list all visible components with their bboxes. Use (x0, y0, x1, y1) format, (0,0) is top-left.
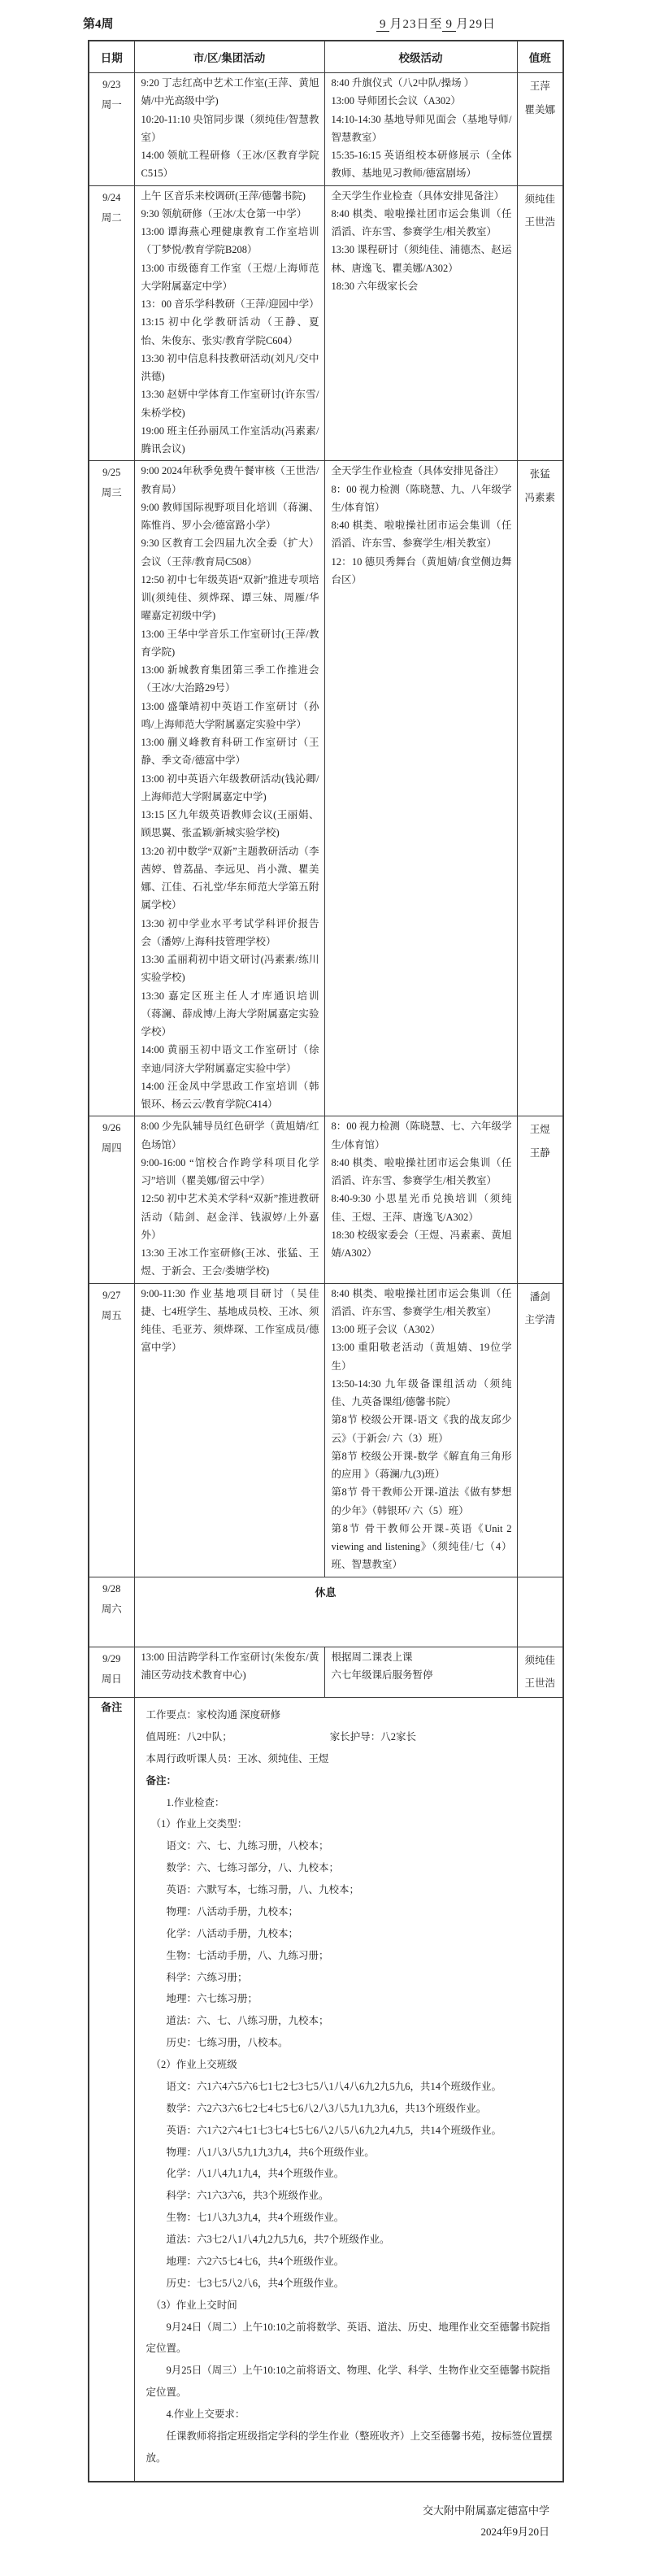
activity-line: 9:30 区教育工会四届九次全委（扩大）会议（王萍/教育局C508） (141, 537, 319, 568)
activity-line: 12:50 初中艺术美术学科“双新”推进教研活动（陆剑、赵金洋、钱淑婷/上外嘉外） (141, 1193, 319, 1241)
weekday-label: 周六 (101, 1603, 122, 1615)
date-cell (89, 1577, 134, 1647)
activity-line: 8:40 棋类、啦啦操社团市运会集训（任滔滔、许东雪、参赛学生/相关教室） (331, 1156, 512, 1186)
duty-name: 王静 (529, 1147, 550, 1159)
activity-line: 9:30 领航研修（王冰/太仓第一中学） (141, 207, 307, 220)
activity-line: 8:40 棋类、啦啦操社团市运会集训（任滔滔、许东雪、参赛学生/相关教室） (331, 1287, 512, 1317)
note-line: 科学：六1六3六6，共3个班级作业。 (166, 2190, 329, 2202)
note-line: 9月24日（周二）上午10:10之前将数学、英语、道法、历史、地理作业交至德馨书院指定位置。 (145, 2321, 550, 2355)
district-activities-cell (134, 1116, 324, 1283)
note-line: 化学：八1八4九1九4，共4个班级作业。 (166, 2168, 345, 2180)
notes-row (89, 1698, 563, 2482)
note-line: 道法：六、七、八练习册，九校本； (166, 2015, 329, 2027)
note-line: 地理：六2六5七4七6，共4个班级作业。 (166, 2255, 345, 2267)
activity-line: 13:00 盛肇靖初中英语工作室研讨（孙鸣/上海师范大学附属嘉定实验中学） (141, 700, 319, 730)
column-header-duty: 值班 (517, 41, 563, 73)
note-line: 本周行政听课人员：王冰、须纯佳、王煜 (145, 1752, 329, 1764)
activity-line: 上午 区音乐来校调研(王萍/德馨书院) (141, 189, 306, 202)
note-line: 道法：六3七2八1八4九2九5九6，共7个班级作业。 (166, 2234, 390, 2245)
activity-line: 18:30 六年级家长会 (331, 280, 419, 292)
column-header-date: 日期 (89, 41, 134, 73)
duty-cell (517, 73, 563, 186)
date-cell (89, 1647, 134, 1698)
duty-name: 瞿美娜 (524, 103, 555, 115)
activity-line: 第8节 骨干教师公开课-英语《Unit 2 viewing and listening》（须纯佳/七（4）班、智慧教室） (331, 1522, 512, 1571)
note-line: 数学：六2六3六6七2七4七5七6八2八3八5九1九3九6，共13个班级作业。 (166, 2102, 487, 2114)
note-line (146, 1726, 554, 1748)
date-range-month-1: 9 (376, 18, 390, 32)
activity-line: 19:00 班主任孙丽凤工作室活动(冯素素/腾讯会议) (141, 424, 319, 455)
table-row (89, 185, 563, 461)
notes-cell (134, 1698, 563, 2482)
duty-name: 冯素素 (524, 492, 555, 503)
duty-cell (517, 185, 563, 461)
weekday-label: 周三 (101, 487, 122, 499)
note-line: 科学：六练习册； (166, 1971, 248, 1983)
weekday-label: 周四 (101, 1142, 122, 1155)
duty-cell (517, 1647, 563, 1698)
note-line: 化学：八活动手册，九校本； (166, 1927, 299, 1939)
note-line: （1）作业上交类型： (150, 1818, 248, 1830)
duty-cell (517, 1116, 563, 1283)
note-line: 数学：六、七练习部分，八、九校本； (166, 1862, 340, 1874)
table-row (89, 1116, 563, 1283)
activity-line: 13:00 谭海燕心理健康教育工作室培训（丁梦悦/教育学院B208） (141, 226, 319, 256)
district-activities-cell (134, 1647, 324, 1698)
school-activities-cell (324, 185, 517, 461)
activity-line: 9:00-16:00 “馆校合作跨学科项目化学习”培训（瞿美娜/留云中学） (141, 1156, 319, 1186)
note-line: 备注： (145, 1774, 177, 1786)
district-activities-cell (134, 73, 324, 186)
note-line: 物理：八1八3八5九1九3九4，共6个班级作业。 (166, 2146, 375, 2158)
activity-line: 9:00-11:30 作业基地项目研讨（吴佳捷、七4班学生、基地成员校、王冰、须纯佳、毛亚芳、须烨琛、工作室成员/德富中学） (141, 1287, 319, 1354)
date-label: 9/23 (102, 79, 121, 90)
duty-name: 王世浩 (524, 216, 555, 228)
activity-line: 13:00 市级德育工作室（王煜/上海师范大学附属嘉定中学） (141, 262, 319, 292)
activity-line: 9:00 教师国际视野项目化培训（蒋澜、陈惟肖、罗小会/德富路小学） (141, 501, 319, 531)
activity-line: 9:00 2024年秋季免费午餐审核（王世浩/教育局） (141, 465, 319, 495)
date-label: 9/26 (102, 1122, 121, 1134)
school-activities-cell (324, 1116, 517, 1283)
activity-line: 13:00 蒯义峰教育科研工作室研讨（王静、季文奇/德富中学） (141, 737, 319, 767)
activity-line: 六七年级课后服务暂停 (331, 1669, 433, 1681)
column-header-school-activities: 校级活动 (324, 41, 517, 73)
header-row (89, 41, 563, 73)
activity-line: 13:20 初中数学“双新”主题教研活动（李茜婷、曾荔晶、李远见、肖小溦、瞿美娜、江佳、石礼堂/华东师范大学第五附属学校） (141, 845, 319, 912)
activity-line: 14:00 汪金凤中学思政工作室培训（韩银环、杨云云/教育学院C414） (141, 1080, 319, 1110)
note-line: 语文：六、七、九练习册，八校本； (166, 1840, 329, 1852)
school-activities-cell (324, 1283, 517, 1577)
activity-line: 8:00 少先队辅导员红色研学（黄旭婧/红色场馆） (141, 1120, 319, 1151)
activity-line: 10:20-11:10 央馆同步课（须纯佳/智慧教室） (141, 113, 319, 143)
date-label: 9/27 (102, 1289, 121, 1301)
activity-line: 15:35-16:15 英语组校本研修展示（全体教师、基地见习教师/德富剧场） (331, 150, 512, 180)
duty-name: 王萍 (529, 80, 550, 92)
activity-line: 全天学生作业检查（具体安排见备注） (331, 189, 505, 202)
note-line: 历史：七3七5八2八6，共4个班级作业。 (166, 2277, 345, 2289)
date-cell (89, 185, 134, 461)
duty-name: 潘剑 (529, 1290, 550, 1303)
rest-cell: 休息 (134, 1577, 517, 1647)
activity-line: 8:40 升旗仪式（八2中队/操场 ） (331, 77, 475, 89)
document-footer (88, 2500, 562, 2543)
district-activities-cell (134, 1283, 324, 1577)
activity-line: 14:00 黄丽玉初中语文工作室研讨（徐幸迪/同济大学附属嘉定实验中学） (141, 1044, 319, 1074)
activity-line: 全天学生作业检查（具体安排见备注） (331, 465, 505, 477)
activity-line: 第8节 校级公开课-数学《解直角三角形的应用 》（蒋澜/九(3)班） (331, 1450, 512, 1480)
activity-line: 13:15 区九年级英语教师会议(王丽娟、顾思翼、张孟颖/新城实验学校) (141, 809, 319, 839)
table-row (89, 1647, 563, 1698)
column-header-district-activities: 市/区/集团活动 (134, 41, 324, 73)
footer-school-name: 交大附中附属嘉定德富中学 (422, 2504, 549, 2517)
activity-line: 13:30 赵妍中学体育工作室研讨(许东雪/朱桥学校) (141, 389, 319, 419)
note-text: 值周班：八2中队； (145, 1730, 232, 1743)
district-activities-cell (134, 461, 324, 1116)
school-activities-cell (324, 73, 517, 186)
activity-line: 8：00 视力检测（陈晓慧、九、八年级学生/体育馆） (331, 483, 512, 513)
duty-cell (517, 1577, 563, 1647)
activity-line: 9:20 丁志红高中艺术工作室(王萍、黄旭婧/中光高级中学) (141, 77, 319, 107)
note-line: 英语：六1六2六4七1七3七4七5七6八2八5八6九2九4九5，共14个班级作业。 (166, 2124, 502, 2136)
district-activities-cell (134, 185, 324, 461)
activity-line: 14:00 领航工程研修（王冰/区教育学院C515） (141, 150, 319, 180)
date-label: 9/29 (102, 1652, 121, 1664)
document-header (0, 11, 647, 40)
date-label: 9/25 (102, 467, 121, 479)
activity-line: 8：00 视力检测（陈晓慧、七、六年级学生/体育馆） (331, 1120, 512, 1151)
notes-label: 备注 (89, 1698, 134, 2482)
activity-line: 13:00 田洁跨学科工作室研讨(朱俊东/黄浦区劳动技术教育中心) (141, 1651, 319, 1681)
duty-name: 主学清 (524, 1314, 555, 1326)
activity-line: 14:10-14:30 基地导师见面会（基地导师/智慧教室） (331, 113, 512, 143)
activity-line: 13:00 初中英语六年级教研活动(钱沁卿/上海师范大学附属嘉定中学) (141, 772, 319, 803)
activity-line: 第8节 校级公开课-语文《我的战友邱少云》（于新会/ 六（3）班） (331, 1414, 512, 1444)
duty-name: 王煜 (529, 1124, 550, 1136)
activity-line: 12：10 德贝秀舞台（黄旭婧/食堂侧边舞台区） (331, 555, 512, 585)
activity-line: 13:30 王冰工作室研修(王冰、张猛、王煜、于新会、王会/娄塘学校) (141, 1247, 319, 1277)
activity-line: 13:30 课程研讨（须纯佳、浦德杰、赵运林、唐逸飞、瞿美娜/A302） (331, 244, 512, 274)
week-label: 第4周 (83, 18, 114, 31)
note-line: 历史：七练习册，八校本。 (166, 2037, 289, 2049)
school-activities-cell (324, 1647, 517, 1698)
note-line: 英语：六默写本，七练习册，八、九校本； (166, 1884, 360, 1895)
date-cell (89, 1116, 134, 1283)
note-line: 4.作业上交要求： (166, 2408, 245, 2420)
note-line: 生物：七活动手册，八、九练习册； (166, 1949, 329, 1961)
activity-line: 13:30 初中学业水平考试学科评价报告会（潘婷/上海科技管理学校） (141, 917, 319, 947)
weekday-label: 周五 (101, 1309, 122, 1321)
note-text: 家长护导：八2家长 (329, 1730, 417, 1743)
activity-line: 13:00 班子会议（A302） (331, 1324, 441, 1335)
date-label: 9/24 (102, 191, 121, 203)
date-range-month-2: 9 (442, 18, 456, 32)
activity-line: 根据周二课表上课 (331, 1651, 413, 1663)
activity-line: 13:30 孟丽莉初中语文研讨(冯素素/练川实验学校) (141, 954, 319, 984)
date-range-mid-2: 月29日 (455, 18, 496, 31)
activity-line: 8:40-9:30 小思星光币兑换培训（须纯佳、王煜、王萍、唐逸飞/A302） (331, 1193, 512, 1223)
activity-line: 13:00 导师团长会议（A302） (331, 95, 461, 107)
note-line: （2）作业上交班级 (150, 2059, 237, 2070)
table-row (89, 73, 563, 186)
table-row (89, 1283, 563, 1577)
note-line: 生物：七1八3九3九4，共4个班级作业。 (166, 2212, 345, 2224)
activity-line: 13:00 新城教育集团第三季工作推进会（王冰/大治路29号） (141, 664, 319, 694)
note-line: （3）作业上交时间 (150, 2299, 237, 2311)
date-range-mid-1: 月23日至 (389, 18, 443, 31)
table-row (89, 461, 563, 1116)
table-row (89, 1577, 563, 1647)
school-activities-cell (324, 461, 517, 1116)
activity-line: 13:50-14:30 九年级备课组活动（须纯佳、九英备课组/德馨书院） (331, 1377, 512, 1408)
activity-line: 13:00 重阳敬老活动（黄旭婧、19位学生） (331, 1342, 512, 1372)
date-cell (89, 461, 134, 1116)
duty-name: 须纯佳 (524, 1654, 555, 1666)
duty-cell (517, 461, 563, 1116)
activity-line: 13:15 初中化学教研活动（王静、夏怡、朱俊东、张实/教育学院C604） (141, 316, 319, 346)
activity-line: 13:00 王华中学音乐工作室研讨(王萍/教育学院) (141, 628, 319, 658)
note-line: 地理：六七练习册； (166, 1993, 258, 2005)
activity-line: 13:30 嘉定区班主任人才库通识培训（蒋澜、薛成博/上海大学附属嘉定实验学校） (141, 990, 319, 1038)
activity-line: 8:40 棋类、啦啦操社团市运会集训（任滔滔、许东雪、参赛学生/相关教室） (331, 520, 512, 550)
duty-name: 王世浩 (524, 1677, 555, 1690)
duty-cell (517, 1283, 563, 1577)
weekday-label: 周一 (101, 99, 122, 111)
activity-line: 18:30 校级家委会（王煜、冯素素、黄旭婧/A302） (331, 1229, 512, 1259)
weekday-label: 周日 (101, 1673, 122, 1685)
note-line: 语文：六1六4六5六6七1七2七3七5八1八4八6九2九5九6，共14个班级作业。 (166, 2080, 502, 2092)
activity-line: 13:30 初中信息科技教研活动(刘凡/交中洪德) (141, 352, 319, 382)
activity-line: 12:50 初中七年级英语“双新”推进专项培训(须纯佳、须烨琛、谭三妹、周雁/华曜嘉定初级中学) (141, 573, 319, 622)
note-line: 9月25日（周三）上午10:10之前将语文、物理、化学、科学、生物作业交至德馨书院指定位置。 (145, 2365, 550, 2399)
date-range (376, 15, 496, 32)
duty-name: 张猛 (529, 468, 550, 481)
weekday-label: 周二 (101, 211, 122, 224)
duty-name: 须纯佳 (524, 193, 555, 205)
note-line: 物理：八活动手册，九校本； (166, 1905, 299, 1917)
activity-line: 第8节 骨干教师公开课-道法《做有梦想的少年》（韩银环/ 六（5）班） (331, 1486, 512, 1516)
footer-date: 2024年9月20日 (480, 2525, 549, 2538)
note-line: 工作要点：家校沟通 深度研修 (145, 1709, 281, 1721)
date-cell (89, 1283, 134, 1577)
note-line: 1.作业检查： (166, 1796, 225, 1808)
date-label: 9/28 (102, 1582, 121, 1595)
activity-line: 8:40 棋类、啦啦操社团市运会集训（任滔滔、许东雪、参赛学生/相关教室） (331, 207, 512, 237)
activity-line: 13：00 音乐学科教研（王萍/迎园中学） (141, 298, 319, 310)
schedule-table (88, 40, 564, 2482)
note-line: 任课教师将指定班级指定学科的学生作业（整班收齐）上交至德馨书苑，按标签位置摆放。 (145, 2430, 553, 2464)
date-cell (89, 73, 134, 186)
